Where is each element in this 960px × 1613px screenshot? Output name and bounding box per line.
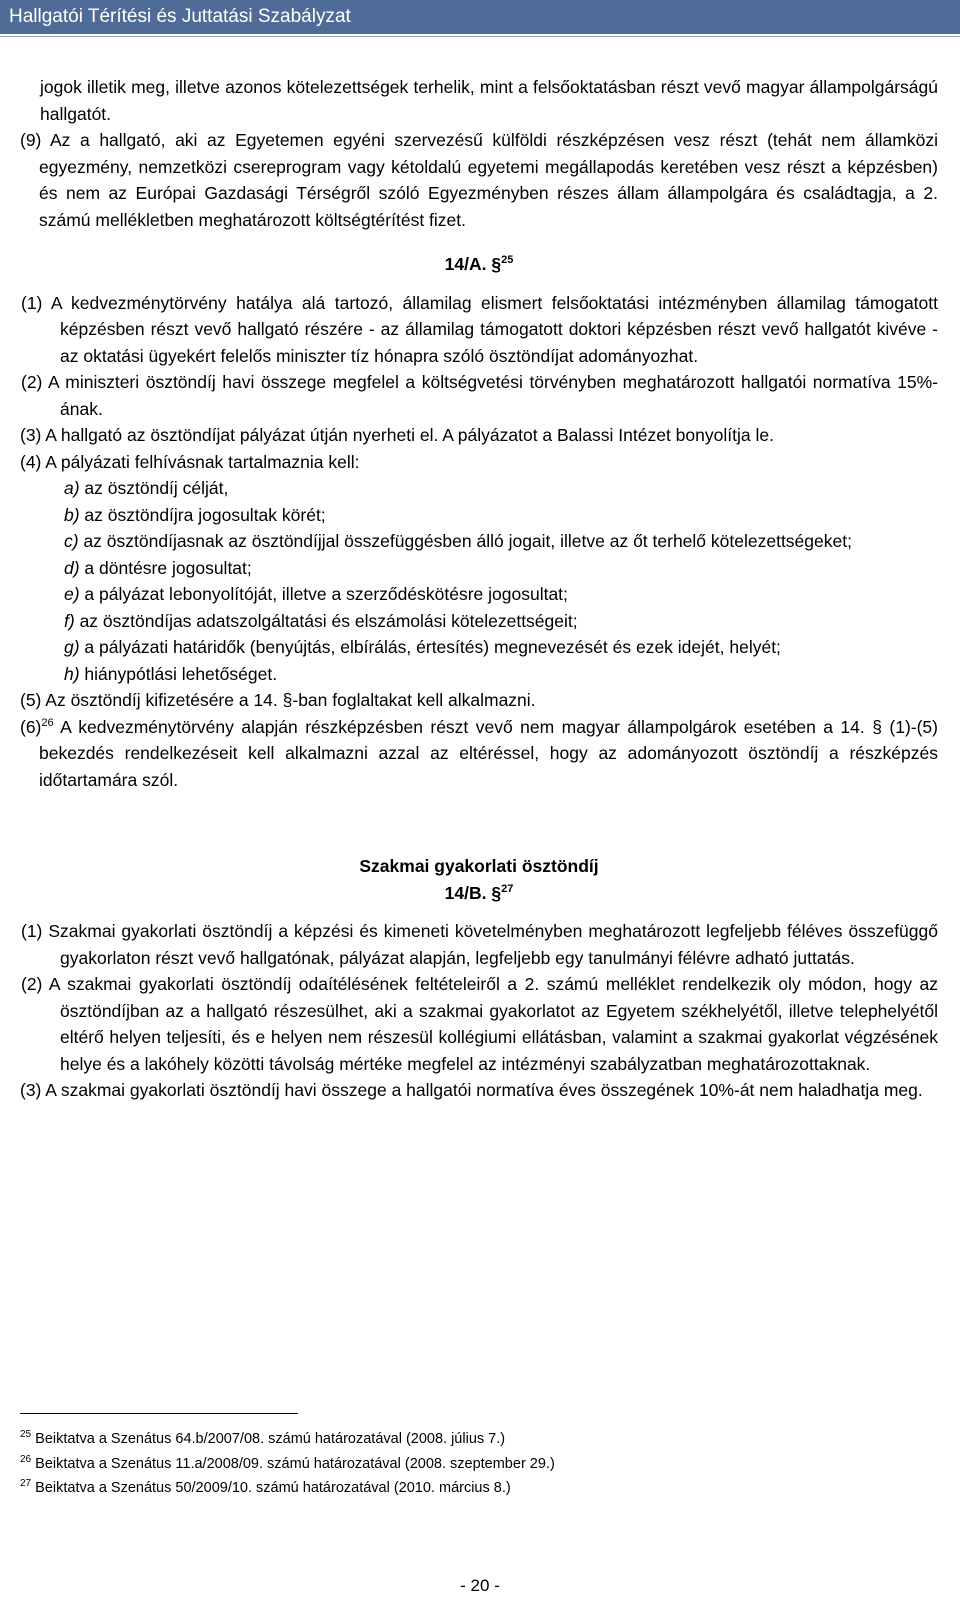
page-number: - 20 - — [460, 1576, 500, 1595]
footnote-number: 26 — [20, 1453, 32, 1465]
footnote-25 — [20, 1427, 555, 1452]
item-letter: g) — [64, 637, 80, 657]
page-body — [20, 74, 938, 1104]
item-text: a pályázat lebonyolítóját, illetve a szerződéskötésre jogosultat; — [79, 584, 568, 604]
footnote-divider — [20, 1413, 298, 1414]
footnote-ref-26: 26 — [41, 716, 54, 729]
paragraph-14b-3: (3) A szakmai gyakorlati ösztöndíj havi összege a hallgatói normatíva éves összegének 10%-át nem haladhatja meg. — [20, 1080, 923, 1100]
item-letter: b) — [64, 504, 80, 525]
footnote-number: 27 — [20, 1478, 32, 1490]
item-text: az ösztöndíj célját, — [79, 478, 229, 498]
list-item-h — [20, 661, 938, 688]
footnote-26 — [20, 1452, 555, 1477]
item-text: hiánypótlási lehetőséget. — [79, 663, 278, 684]
section-heading-14a — [20, 251, 938, 278]
paragraph-9: (9) Az a hallgató, aki az Egyetemen egyéni szervezésű külföldi részképzésen vesz részt (tehát nem államközi egyezmény, nemzetközi csereprogram vagy kétoldalú egyetemi megállapodás keretében vesz részt a képzésben) és nem az Európai Gazdasági Térségről szóló Egyezményben részes állam állampolgára és családtagja, a 2. számú mellékletben meghatározott költségtérítést fizet. — [20, 130, 938, 230]
paragraph-14a-2: (2) A miniszteri ösztöndíj havi összege megfelel a költségvetési törvényben meghatározott hallgatói normatíva 15%-ának. — [21, 372, 938, 419]
paragraph-text: A kedvezménytörvény alapján részképzésben részt vevő nem magyar állampolgárok esetében a 14. § (1)-(5) bekezdés rendelkezéseit kell alkalmazni azzal az eltéréssel, hogy az adományozott ösztöndíj a részképzés időtartamára szól. — [39, 716, 938, 790]
item-letter: e) — [64, 584, 80, 604]
item-text: az ösztöndíjasnak az ösztöndíjjal összefüggésben álló jogait, illetve az őt terhelő kötelezettségeket; — [78, 531, 852, 551]
item-letter: c) — [64, 531, 79, 551]
item-text: az ösztöndíjra jogosultak körét; — [79, 504, 326, 525]
section-heading-14b — [20, 880, 938, 907]
list-item-f — [20, 608, 938, 635]
header-divider — [0, 36, 960, 37]
paragraph-14a-6 — [20, 714, 938, 794]
item-letter: d) — [64, 557, 80, 578]
section-number: 14/B. § — [444, 882, 502, 903]
paragraph-14b-2: (2) A szakmai gyakorlati ösztöndíj odaítélésének feltételeiről a 2. számú melléklet rendelkezik oly módon, hogy az ösztöndíjban az a hallgató részesülhet, aki a szakmai gyakorlatot az Egyetem székhelyétől, illetve telephelyétől eltérő helyen teljesíti, és e helyen nem részesül kollégiumi ellátásban, valamint a szakmai gyakorlat végzésének helye és a lakóhely közötti távolság mértéke megfelel az intézményi szabályzatban meghatározottaknak. — [21, 974, 938, 1074]
item-text: a pályázati határidők (benyújtás, elbírálás, értesítés) megnevezését és ezek idejét, helyét; — [79, 637, 781, 657]
footnote-ref-27: 27 — [501, 882, 514, 895]
section-title-14b: Szakmai gyakorlati ösztöndíj — [359, 856, 599, 876]
footnote-text: Beiktatva a Szenátus 50/2009/10. számú határozatával (2010. március 8.) — [31, 1480, 511, 1496]
paragraph-14a-4: (4) A pályázati felhívásnak tartalmaznia kell: — [20, 451, 360, 472]
list-item-c — [20, 528, 938, 555]
paragraph-label: (6) — [20, 716, 42, 737]
footnote-27 — [20, 1476, 555, 1501]
list-item-b — [20, 502, 938, 529]
list-item-d — [20, 555, 938, 582]
document-header — [0, 0, 960, 34]
footnote-text: Beiktatva a Szenátus 64.b/2007/08. számú határozatával (2008. július 7.) — [31, 1431, 506, 1447]
document-title: Hallgatói Térítési és Juttatási Szabályzat — [9, 6, 351, 27]
list-item-e — [20, 581, 938, 608]
footnote-number: 25 — [20, 1429, 32, 1441]
item-letter: h) — [64, 663, 80, 684]
list-item-a — [20, 475, 938, 502]
paragraph-14b-1: (1) Szakmai gyakorlati ösztöndíj a képzési és kimeneti követelményben meghatározott legfeljebb féléves összefüggő gyakorlaton részt vevő hallgatónak, pályázat alapján, legfeljebb egy tanulmányi félévre adható juttatás. — [21, 921, 938, 968]
footnote-ref-25: 25 — [501, 254, 514, 267]
item-text: a döntésre jogosultat; — [79, 557, 252, 578]
paragraph-14a-3: (3) A hallgató az ösztöndíjat pályázat útján nyerheti el. A pályázatot a Balassi Intézet bonyolítja le. — [20, 425, 774, 445]
list-item-g — [20, 634, 938, 661]
footnote-text: Beiktatva a Szenátus 11.a/2008/09. számú határozatával (2008. szeptember 29.) — [31, 1455, 555, 1472]
paragraph-14a-1: (1) A kedvezménytörvény hatálya alá tartozó, államilag elismert felsőoktatási intézményben államilag támogatott képzésben részt vevő hallgató részére - az államilag támogatott doktori képzésben részt vevő hallgatót kivéve - az oktatási ügyekért felelős miniszter tíz hónapra szóló ösztöndíjat adományozhat. — [21, 292, 938, 366]
item-text: az ösztöndíjas adatszolgáltatási és elszámolási kötelezettségeit; — [74, 610, 578, 631]
item-letter: f) — [64, 610, 75, 631]
paragraph-continuation: jogok illetik meg, illetve azonos kötelezettségek terhelik, mint a felsőoktatásban részt vevő magyar állampolgárságú hallgatót. — [40, 77, 938, 124]
footnotes — [20, 1427, 555, 1501]
section-number: 14/A. § — [444, 254, 502, 274]
paragraph-14a-5: (5) Az ösztöndíj kifizetésére a 14. §-ban foglaltakat kell alkalmazni. — [20, 690, 536, 710]
item-letter: a) — [64, 478, 80, 498]
